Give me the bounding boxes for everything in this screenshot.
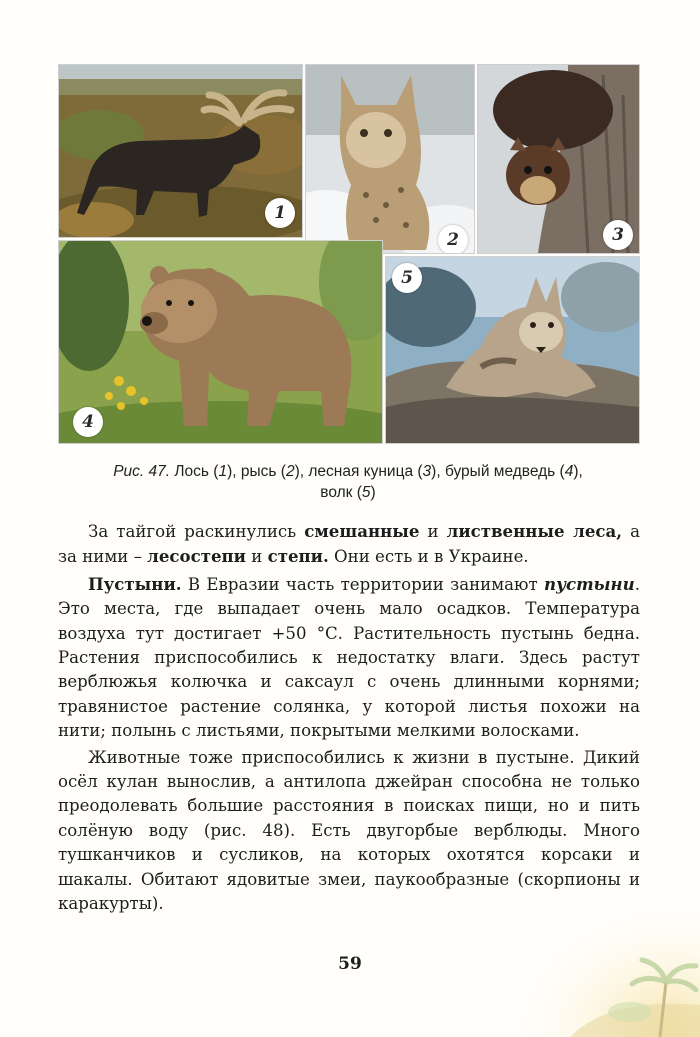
key-term: лесостепи	[147, 546, 246, 567]
caption-ref: 5	[361, 484, 371, 501]
key-term: пустыни	[544, 573, 635, 594]
photo-brown-bear	[58, 240, 383, 444]
animal-figure	[58, 64, 638, 442]
photo-number-1: 1	[265, 198, 295, 228]
photo-number-3: 3	[603, 220, 633, 250]
page-number: 59	[338, 954, 362, 974]
caption-ref: 3	[422, 463, 432, 480]
caption-ref: 2	[285, 463, 295, 480]
caption-text: ), рысь (	[227, 463, 286, 480]
caption-text: волк (	[320, 484, 362, 501]
text-run: Они есть и в Украине.	[328, 547, 529, 567]
photo-lynx	[305, 64, 475, 254]
caption-text: ), бурый медведь (	[431, 463, 565, 480]
key-term: смешанные	[304, 521, 420, 541]
key-term: лиственные леса,	[446, 521, 623, 541]
text-run: и	[245, 547, 268, 567]
caption-text: Лось (	[170, 463, 219, 480]
photo-number-5: 5	[392, 263, 422, 293]
caption-text: ), лесная куница (	[294, 463, 423, 480]
photo-number-4: 4	[73, 407, 103, 437]
photo-wolf	[385, 256, 640, 444]
paragraph-desert-animals: Животные тоже приспособились к жизни в пустыне. Дикий осёл кулан вынослив, а антилопа джейран способна не только преодолевать большие расстояния в поисках пищи, но и пить солёную воду (рис. 48). Есть двугорбые верблюды. Много тушканчиков и сусликов, на которых охотятся корсаки и шакалы. Обитают ядовитые змеи, паукообразные (скорпионы и каракурты).	[58, 747, 640, 914]
caption-ref: 4	[564, 463, 574, 480]
text-run: а за ними –	[58, 522, 640, 567]
text-run: В Евразии часть территории занимают	[181, 574, 545, 594]
caption-text: )	[370, 484, 376, 501]
text-run: За тайгой раскинулись	[88, 522, 305, 541]
paragraph-forests	[58, 519, 640, 570]
photo-moose	[58, 64, 303, 238]
paragraph-deserts	[58, 572, 640, 744]
key-term: степи.	[267, 546, 329, 567]
text-run: и	[419, 522, 447, 541]
caption-text: ),	[573, 463, 583, 480]
text-run: . Это места, где выпадает очень мало осадков. Температура воздуха тут достигает +50 °С. Растительность пустынь бедна. Растения приспособились к недостатку влаги. Здесь растут верблюжья колючка и саксаул с очень длинными корнями; травянистое растение солянка, у которой листья похожи на нити; полынь с листьями, покрытыми мелкими волосками.	[58, 574, 640, 741]
photo-number-2: 2	[438, 225, 468, 254]
photo-pine-marten	[477, 64, 640, 254]
figure-caption	[58, 461, 638, 503]
section-heading: Пустыни.	[88, 573, 182, 594]
body-text	[58, 519, 640, 917]
caption-ref: 1	[218, 463, 228, 480]
figure-label: Рис. 47.	[113, 463, 171, 480]
